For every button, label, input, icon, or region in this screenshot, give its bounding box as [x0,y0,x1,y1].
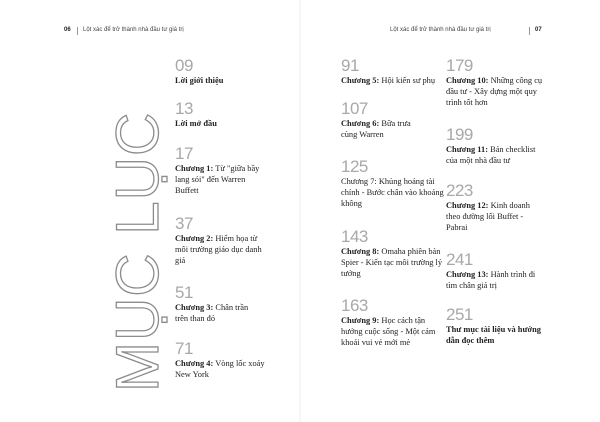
toc-text: Vòng lốc xoáy New York [175,359,265,379]
toc-entry[interactable] [446,306,546,346]
toc-page-number: 51 [175,283,193,302]
toc-text: Học cách tận hưởng cuộc sống - Một cảm khoái vui vẻ mới mẻ [341,316,436,347]
toc-text: Bản checklist của một nhà đầu tư [446,145,536,165]
toc-entry[interactable] [446,182,544,233]
toc-entry[interactable] [175,100,285,129]
toc-entry[interactable] [175,215,267,266]
toc-label: Chương 6: [341,119,380,128]
toc-label: Chương 3: [175,303,214,312]
toc-label: Chương 8: [341,247,380,256]
toc-page-number: 163 [341,296,368,315]
toc-label: Lời mở đầu [175,119,217,128]
toc-page-number: 13 [175,99,193,118]
toc-page-number: 37 [175,214,193,233]
toc-label: Chương 11: [446,145,489,154]
toc-text: Những công cụ đầu tư - Xây dựng một quy trình tốt hơn [446,76,543,107]
toc-entry[interactable] [341,158,446,209]
toc-page-number: 199 [446,125,473,144]
toc-page-number: 09 [175,56,193,75]
toc-entry[interactable] [341,100,426,140]
toc-entry[interactable] [446,126,546,166]
toc-label: Chương 12: [446,201,489,210]
right-page-number: 07 [535,27,542,33]
toc-entry[interactable] [175,145,265,196]
toc-label: Thư mục tài liệu và hướng dẫn đọc thêm [446,325,541,345]
header-divider [529,27,530,35]
toc-page-number: 241 [446,250,473,269]
toc-entry[interactable] [175,340,275,380]
left-page-number: 06 [64,27,71,33]
toc-title: MỤC LỤC [104,111,171,392]
toc-text: Chương 7: Khủng hoảng tài chính - Bước chân vào khoảng không [341,177,444,208]
header-divider [77,27,78,35]
toc-text: Từ "giữa bầy lang sói" đến Warren Buffett [175,164,260,195]
toc-entry[interactable] [341,228,446,279]
book-gutter [299,0,301,422]
toc-page-number: 223 [446,181,473,200]
toc-page-number: 143 [341,227,368,246]
toc-text: Hiểm họa từ môi trường giáo dục danh giá [175,234,262,265]
toc-entry[interactable] [341,297,446,348]
toc-entry[interactable] [341,57,451,86]
toc-page-number: 17 [175,144,193,163]
toc-page-number: 91 [341,56,359,75]
right-running-title: Lột xác để trở thành nhà đầu tư giá trị [390,27,491,33]
toc-page-number: 251 [446,305,473,324]
toc-entry[interactable] [446,251,546,291]
toc-label: Chương 5: [341,76,380,85]
toc-text: Hội kiến sư phụ [379,76,436,85]
toc-text: Hành trình đi tìm chân giá trị [446,270,536,290]
toc-text: Bữa trưa cùng Warren [341,119,411,139]
toc-label: Chương 9: [341,316,380,325]
toc-entry[interactable] [175,57,285,86]
toc-entry[interactable] [446,57,546,108]
toc-label: Chương 13: [446,270,489,279]
toc-page-number: 107 [341,99,368,118]
toc-entry[interactable] [175,284,260,324]
toc-label: Chương 2: [175,234,214,243]
left-running-title: Lột xác để trở thành nhà đầu tư giá trị [83,27,184,33]
toc-text: Omaha phiên bản Spier - Kiến tạc môi trường lý tưởng [341,247,443,278]
toc-label: Chương 10: [446,76,489,85]
toc-label: Chương 1: [175,164,214,173]
toc-text: Kinh doanh theo đường lối Buffet - Pabrai [446,201,530,232]
toc-label: Lời giới thiệu [175,76,224,85]
toc-label: Chương 4: [175,359,214,368]
toc-page-number: 125 [341,157,368,176]
toc-page-number: 71 [175,339,193,358]
toc-text: Chân trần trên than đỏ [175,303,249,323]
toc-page-number: 179 [446,56,473,75]
